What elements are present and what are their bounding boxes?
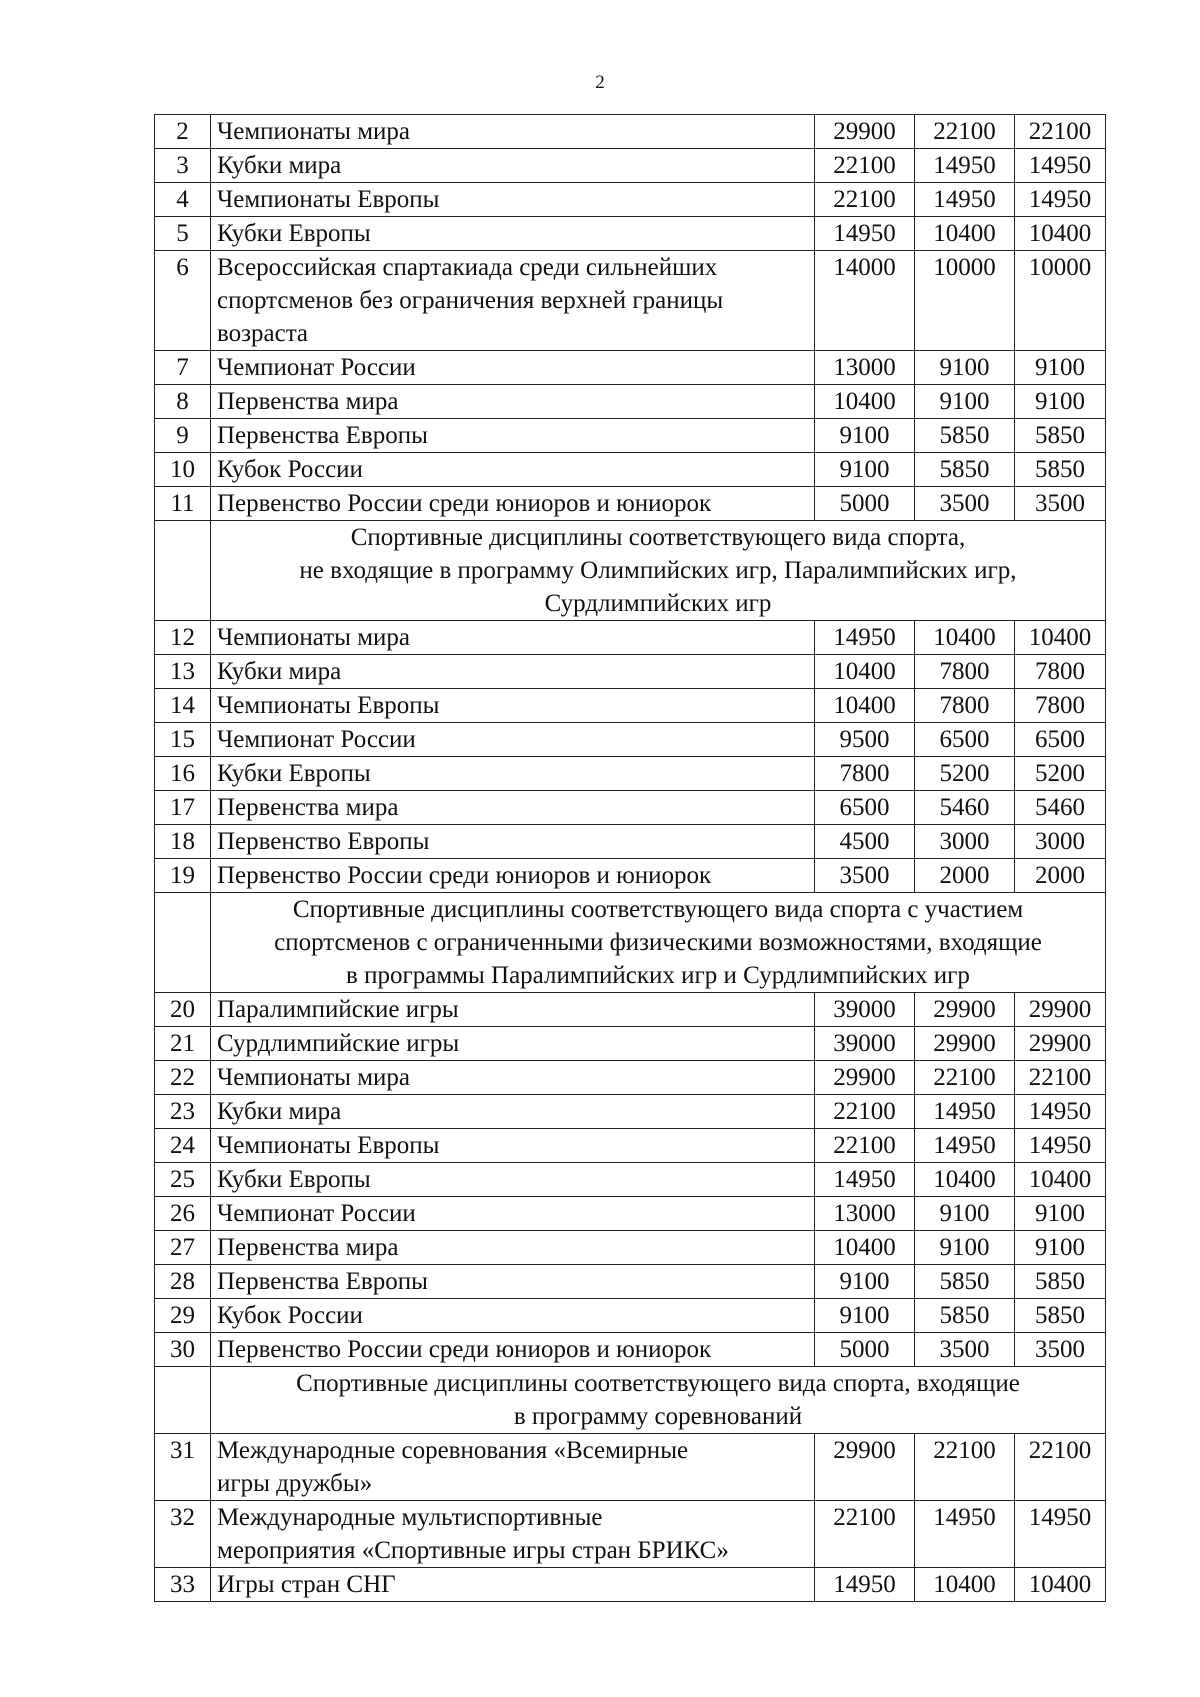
- amount-v3: 3500: [1015, 487, 1106, 521]
- amount-v3: 22100: [1015, 1434, 1106, 1501]
- amount-v3: 14950: [1015, 1129, 1106, 1163]
- amount-v1: 22100: [815, 1095, 915, 1129]
- amount-v3: 10400: [1015, 217, 1106, 251]
- amount-v1: 10400: [815, 655, 915, 689]
- amount-v3: 9100: [1015, 1231, 1106, 1265]
- amount-v3: 5850: [1015, 1299, 1106, 1333]
- table-row: [155, 385, 1106, 419]
- amount-v1: 22100: [815, 149, 915, 183]
- amount-v3: 14950: [1015, 1501, 1106, 1568]
- amount-v1: 13000: [815, 1197, 915, 1231]
- amount-v3: 3000: [1015, 825, 1106, 859]
- amount-v2: 5850: [915, 419, 1015, 453]
- amount-v2: 22100: [915, 115, 1015, 149]
- table-row: [155, 993, 1106, 1027]
- row-number: 3: [155, 149, 211, 183]
- amount-v1: 39000: [815, 993, 915, 1027]
- amount-v2: 7800: [915, 689, 1015, 723]
- event-name: Первенства Европы: [211, 419, 815, 453]
- row-number: 18: [155, 825, 211, 859]
- table-row: [155, 1197, 1106, 1231]
- table-row: [155, 149, 1106, 183]
- event-name: [211, 251, 815, 351]
- amount-v1: 39000: [815, 1027, 915, 1061]
- table-row: [155, 1501, 1106, 1568]
- section-title-line: Сурдлимпийских игр: [544, 590, 772, 617]
- amounts-table: [154, 114, 1106, 1602]
- amount-v2: 14950: [915, 1095, 1015, 1129]
- event-name: [211, 1501, 815, 1568]
- event-name-line: Международные соревнования «Всемирные: [217, 1437, 689, 1464]
- amount-v1: 14950: [815, 217, 915, 251]
- section-title-line: в программу соревнований: [513, 1403, 803, 1430]
- table-row: [155, 251, 1106, 351]
- amount-v1: 6500: [815, 791, 915, 825]
- amount-v3: 14950: [1015, 1095, 1106, 1129]
- amount-v1: 4500: [815, 825, 915, 859]
- row-number: 21: [155, 1027, 211, 1061]
- row-number: 20: [155, 993, 211, 1027]
- table-row: [155, 1129, 1106, 1163]
- event-name: Чемпионаты мира: [211, 115, 815, 149]
- row-number: 28: [155, 1265, 211, 1299]
- row-number: 4: [155, 183, 211, 217]
- event-name: Первенство России среди юниоров и юниорок: [211, 1333, 815, 1367]
- table-row: [155, 1095, 1106, 1129]
- table-row: [155, 115, 1106, 149]
- table-row: [155, 655, 1106, 689]
- event-name: Чемпионат России: [211, 1197, 815, 1231]
- section-number-cell: [155, 521, 211, 621]
- table-row: [155, 791, 1106, 825]
- table-row: [155, 1568, 1106, 1602]
- table-row: [155, 825, 1106, 859]
- row-number: 22: [155, 1061, 211, 1095]
- row-number: 25: [155, 1163, 211, 1197]
- amount-v2: 22100: [915, 1434, 1015, 1501]
- row-number: 24: [155, 1129, 211, 1163]
- section-title: [211, 1367, 1106, 1434]
- amount-v3: 22100: [1015, 115, 1106, 149]
- row-number: 7: [155, 351, 211, 385]
- amount-v1: 5000: [815, 487, 915, 521]
- amount-v3: 5200: [1015, 757, 1106, 791]
- row-number: 14: [155, 689, 211, 723]
- table-row: [155, 1061, 1106, 1095]
- section-title-line: Спортивные дисциплины соответствующего вида спорта с участием: [292, 896, 1024, 923]
- amount-v1: 14950: [815, 621, 915, 655]
- amount-v1: 10400: [815, 689, 915, 723]
- row-number: 9: [155, 419, 211, 453]
- event-name: Кубки Европы: [211, 757, 815, 791]
- amount-v2: 10400: [915, 1568, 1015, 1602]
- event-name: Чемпионаты мира: [211, 1061, 815, 1095]
- event-name: Первенства мира: [211, 1231, 815, 1265]
- amount-v2: 3500: [915, 1333, 1015, 1367]
- amount-v2: 5850: [915, 1265, 1015, 1299]
- event-name: Кубки мира: [211, 149, 815, 183]
- event-name: Первенства мира: [211, 385, 815, 419]
- event-name-line: возраста: [217, 320, 309, 347]
- amount-v2: 10400: [915, 1163, 1015, 1197]
- row-number: 13: [155, 655, 211, 689]
- table-row: [155, 1027, 1106, 1061]
- amount-v2: 10400: [915, 621, 1015, 655]
- row-number: 27: [155, 1231, 211, 1265]
- section-title-line: Спортивные дисциплины соответствующего вида спорта,: [350, 524, 966, 551]
- amount-v2: 14950: [915, 149, 1015, 183]
- event-name: Кубок России: [211, 1299, 815, 1333]
- table-row: [155, 689, 1106, 723]
- section-header-row: [155, 893, 1106, 993]
- event-name: Первенства Европы: [211, 1265, 815, 1299]
- amount-v2: 14950: [915, 183, 1015, 217]
- event-name: Кубки Европы: [211, 217, 815, 251]
- event-name: Чемпионат России: [211, 351, 815, 385]
- row-number: 23: [155, 1095, 211, 1129]
- event-name-line: игры дружбы»: [217, 1470, 373, 1497]
- amount-v3: 10400: [1015, 621, 1106, 655]
- section-title-line: в программы Паралимпийских игр и Сурдлимпийских игр: [346, 962, 970, 989]
- table-row: [155, 757, 1106, 791]
- event-name: Кубки Европы: [211, 1163, 815, 1197]
- amount-v3: 29900: [1015, 993, 1106, 1027]
- amount-v2: 29900: [915, 993, 1015, 1027]
- table-row: [155, 1265, 1106, 1299]
- amount-v1: 22100: [815, 183, 915, 217]
- page-number: 2: [595, 72, 605, 93]
- row-number: 8: [155, 385, 211, 419]
- amount-v3: 14950: [1015, 183, 1106, 217]
- amount-v2: 5460: [915, 791, 1015, 825]
- amount-v2: 14950: [915, 1501, 1015, 1568]
- table-row: [155, 723, 1106, 757]
- amount-v2: 5200: [915, 757, 1015, 791]
- amount-v3: 6500: [1015, 723, 1106, 757]
- amount-v2: 14950: [915, 1129, 1015, 1163]
- amount-v3: 5850: [1015, 1265, 1106, 1299]
- table-row: [155, 453, 1106, 487]
- amount-v3: 5850: [1015, 419, 1106, 453]
- table-row: [155, 1163, 1106, 1197]
- section-title: [211, 521, 1106, 621]
- row-number: 26: [155, 1197, 211, 1231]
- event-name: Первенство Европы: [211, 825, 815, 859]
- row-number: 17: [155, 791, 211, 825]
- amount-v3: 3500: [1015, 1333, 1106, 1367]
- amount-v2: 22100: [915, 1061, 1015, 1095]
- amount-v1: 9100: [815, 1265, 915, 1299]
- row-number: 19: [155, 859, 211, 893]
- section-title-line: Спортивные дисциплины соответствующего вида спорта, входящие: [296, 1370, 1020, 1397]
- event-name: Чемпионат России: [211, 723, 815, 757]
- amount-v2: 10000: [915, 251, 1015, 351]
- section-title-line: спортсменов с ограниченными физическими возможностями, входящие: [274, 929, 1042, 956]
- amount-v3: 7800: [1015, 689, 1106, 723]
- event-name: Первенство России среди юниоров и юниорок: [211, 859, 815, 893]
- row-number: 5: [155, 217, 211, 251]
- event-name: Кубок России: [211, 453, 815, 487]
- event-name: Игры стран СНГ: [211, 1568, 815, 1602]
- amount-v2: 9100: [915, 1197, 1015, 1231]
- amount-v1: 13000: [815, 351, 915, 385]
- row-number: 12: [155, 621, 211, 655]
- event-name-line: мероприятия «Спортивные игры стран БРИКС»: [217, 1537, 729, 1564]
- amount-v2: 5850: [915, 453, 1015, 487]
- section-number-cell: [155, 1367, 211, 1434]
- row-number: 16: [155, 757, 211, 791]
- event-name: Кубки мира: [211, 1095, 815, 1129]
- section-number-cell: [155, 893, 211, 993]
- event-name: Кубки мира: [211, 655, 815, 689]
- amount-v1: 10400: [815, 385, 915, 419]
- amount-v1: 9500: [815, 723, 915, 757]
- table-row: [155, 487, 1106, 521]
- section-title-line: не входящие в программу Олимпийских игр, Паралимпийских игр,: [299, 557, 1017, 584]
- table-row: [155, 1299, 1106, 1333]
- event-name: Первенство России среди юниоров и юниорок: [211, 487, 815, 521]
- section-header-row: [155, 1367, 1106, 1434]
- amount-v2: 9100: [915, 351, 1015, 385]
- row-number: 6: [155, 251, 211, 351]
- amount-v3: 9100: [1015, 351, 1106, 385]
- amount-v3: 10400: [1015, 1568, 1106, 1602]
- table-row: [155, 859, 1106, 893]
- amount-v3: 7800: [1015, 655, 1106, 689]
- event-name: Паралимпийские игры: [211, 993, 815, 1027]
- row-number: 11: [155, 487, 211, 521]
- amount-v3: 22100: [1015, 1061, 1106, 1095]
- event-name: Чемпионаты Европы: [211, 1129, 815, 1163]
- event-name-line: Международные мультиспортивные: [217, 1504, 603, 1531]
- row-number: 31: [155, 1434, 211, 1501]
- amount-v3: 10400: [1015, 1163, 1106, 1197]
- table-row: [155, 1333, 1106, 1367]
- row-number: 10: [155, 453, 211, 487]
- table-row: [155, 183, 1106, 217]
- table-row: [155, 1231, 1106, 1265]
- table-row: [155, 621, 1106, 655]
- amount-v2: 3500: [915, 487, 1015, 521]
- event-name: Первенства мира: [211, 791, 815, 825]
- row-number: 15: [155, 723, 211, 757]
- amount-v1: 14950: [815, 1163, 915, 1197]
- amount-v2: 5850: [915, 1299, 1015, 1333]
- table-row: [155, 419, 1106, 453]
- event-name: [211, 1434, 815, 1501]
- amount-v2: 3000: [915, 825, 1015, 859]
- row-number: 32: [155, 1501, 211, 1568]
- amount-v1: 29900: [815, 115, 915, 149]
- amount-v1: 29900: [815, 1434, 915, 1501]
- amount-v2: 9100: [915, 1231, 1015, 1265]
- amount-v2: 9100: [915, 385, 1015, 419]
- table-row: [155, 351, 1106, 385]
- amount-v3: 2000: [1015, 859, 1106, 893]
- row-number: 30: [155, 1333, 211, 1367]
- amount-v3: 10000: [1015, 251, 1106, 351]
- amount-v1: 5000: [815, 1333, 915, 1367]
- amount-v3: 9100: [1015, 1197, 1106, 1231]
- event-name: Чемпионаты Европы: [211, 183, 815, 217]
- amount-v1: 3500: [815, 859, 915, 893]
- amount-v3: 29900: [1015, 1027, 1106, 1061]
- section-header-row: [155, 521, 1106, 621]
- amount-v1: 29900: [815, 1061, 915, 1095]
- amount-v3: 5460: [1015, 791, 1106, 825]
- amount-v1: 9100: [815, 453, 915, 487]
- amount-v3: 5850: [1015, 453, 1106, 487]
- row-number: 2: [155, 115, 211, 149]
- amount-v2: 2000: [915, 859, 1015, 893]
- amount-v2: 6500: [915, 723, 1015, 757]
- event-name-line: спортсменов без ограничения верхней границы: [217, 287, 724, 314]
- amount-v1: 10400: [815, 1231, 915, 1265]
- amount-v1: 9100: [815, 419, 915, 453]
- event-name: Сурдлимпийские игры: [211, 1027, 815, 1061]
- amount-v3: 9100: [1015, 385, 1106, 419]
- amount-v2: 29900: [915, 1027, 1015, 1061]
- amount-v2: 7800: [915, 655, 1015, 689]
- table-row: [155, 217, 1106, 251]
- amount-v1: 14950: [815, 1568, 915, 1602]
- event-name-line: Всероссийская спартакиада среди сильнейших: [217, 254, 718, 281]
- amount-v1: 22100: [815, 1501, 915, 1568]
- amount-v1: 9100: [815, 1299, 915, 1333]
- row-number: 33: [155, 1568, 211, 1602]
- amount-v1: 14000: [815, 251, 915, 351]
- event-name: Чемпионаты мира: [211, 621, 815, 655]
- amount-v1: 7800: [815, 757, 915, 791]
- section-title: [211, 893, 1106, 993]
- amount-v3: 14950: [1015, 149, 1106, 183]
- event-name: Чемпионаты Европы: [211, 689, 815, 723]
- row-number: 29: [155, 1299, 211, 1333]
- amount-v2: 10400: [915, 217, 1015, 251]
- table-row: [155, 1434, 1106, 1501]
- amount-v1: 22100: [815, 1129, 915, 1163]
